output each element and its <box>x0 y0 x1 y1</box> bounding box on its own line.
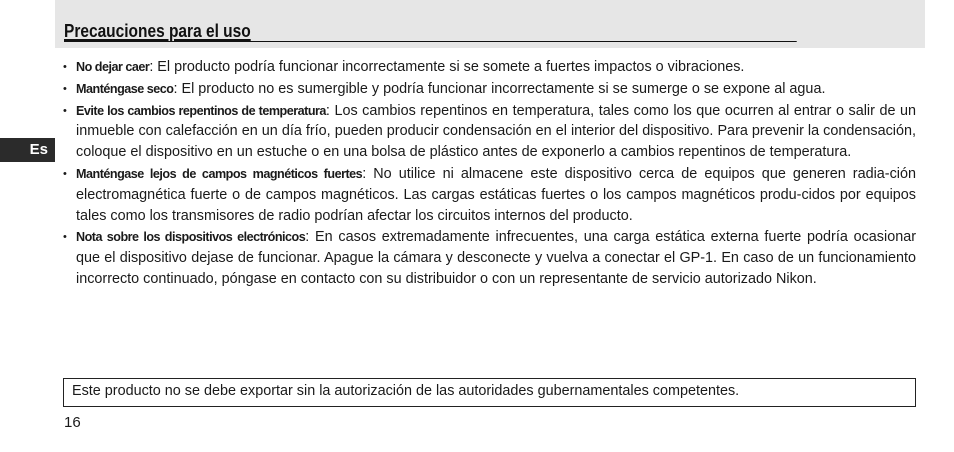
section-header <box>55 0 925 48</box>
precaution-item-temperature <box>63 101 916 163</box>
precaution-term: Manténgase seco <box>76 81 174 96</box>
bullet-icon: • <box>63 231 67 244</box>
precaution-item-magnetic <box>63 164 916 226</box>
precaution-item-electronics <box>63 227 916 289</box>
precaution-item-dry <box>63 79 916 100</box>
precaution-text: : Los cambios repentinos en temperatura, tales como los que ocurren al entrar o salir de un inmueble con calefacción en un día frío, pueden producir condensación en el interior del dispositivo. Para prevenir la condensación, coloque el dispositivo en un estuche o en una bolsa de plástico antes de exponerlo a cambios repentinos de temperatura. <box>76 102 916 161</box>
page-number: 16 <box>64 414 81 431</box>
precaution-text: : El producto podría funcionar incorrectamente si se somete a fuertes impactos o vibraciones. <box>149 59 745 75</box>
precaution-term: Evite los cambios repentinos de temperatura <box>76 103 326 118</box>
bullet-icon: • <box>63 82 67 95</box>
precaution-text: : En casos extremadamente infrecuentes, una carga estática externa fuerte podría ocasionar que el dispositivo dejase de funcionar. Apague la cámara y desconecte y vuelva a conectar el GP-1. En caso de un funcionamiento incorrecto continuado, póngase en contacto con su distribuidor o con un representante de servicio autorizado Nikon. <box>76 229 916 287</box>
precaution-term: Manténgase lejos de campos magnéticos fuertes <box>76 166 363 181</box>
section-title: Precauciones para el uso <box>64 21 797 42</box>
precaution-term: No dejar caer <box>76 60 150 74</box>
language-tab: Es <box>0 138 55 162</box>
bullet-icon: • <box>63 104 67 117</box>
precautions-list <box>63 57 916 290</box>
bullet-icon: • <box>63 167 67 180</box>
precaution-term: Nota sobre los dispositivos electrónicos <box>76 230 306 245</box>
precaution-item-drop <box>63 57 916 78</box>
bullet-icon: • <box>63 61 67 73</box>
precaution-text: : No utilice ni almacene este dispositivo cerca de equipos que generen radia-ción electromagnética fuerte o de campos magnéticos. Las cargas estáticas fuertes o los campos magnéticos produ-cidos por equipos tales como los transmisores de radio podrían afectar los circuitos internos del producto. <box>76 165 916 224</box>
export-notice: Este producto no se debe exportar sin la autorización de las autoridades gubernamentales competentes. <box>63 378 916 407</box>
precautions-content <box>63 57 916 291</box>
precaution-text: : El producto no es sumergible y podría funcionar incorrectamente si se sumerge o se expone al agua. <box>173 80 826 97</box>
